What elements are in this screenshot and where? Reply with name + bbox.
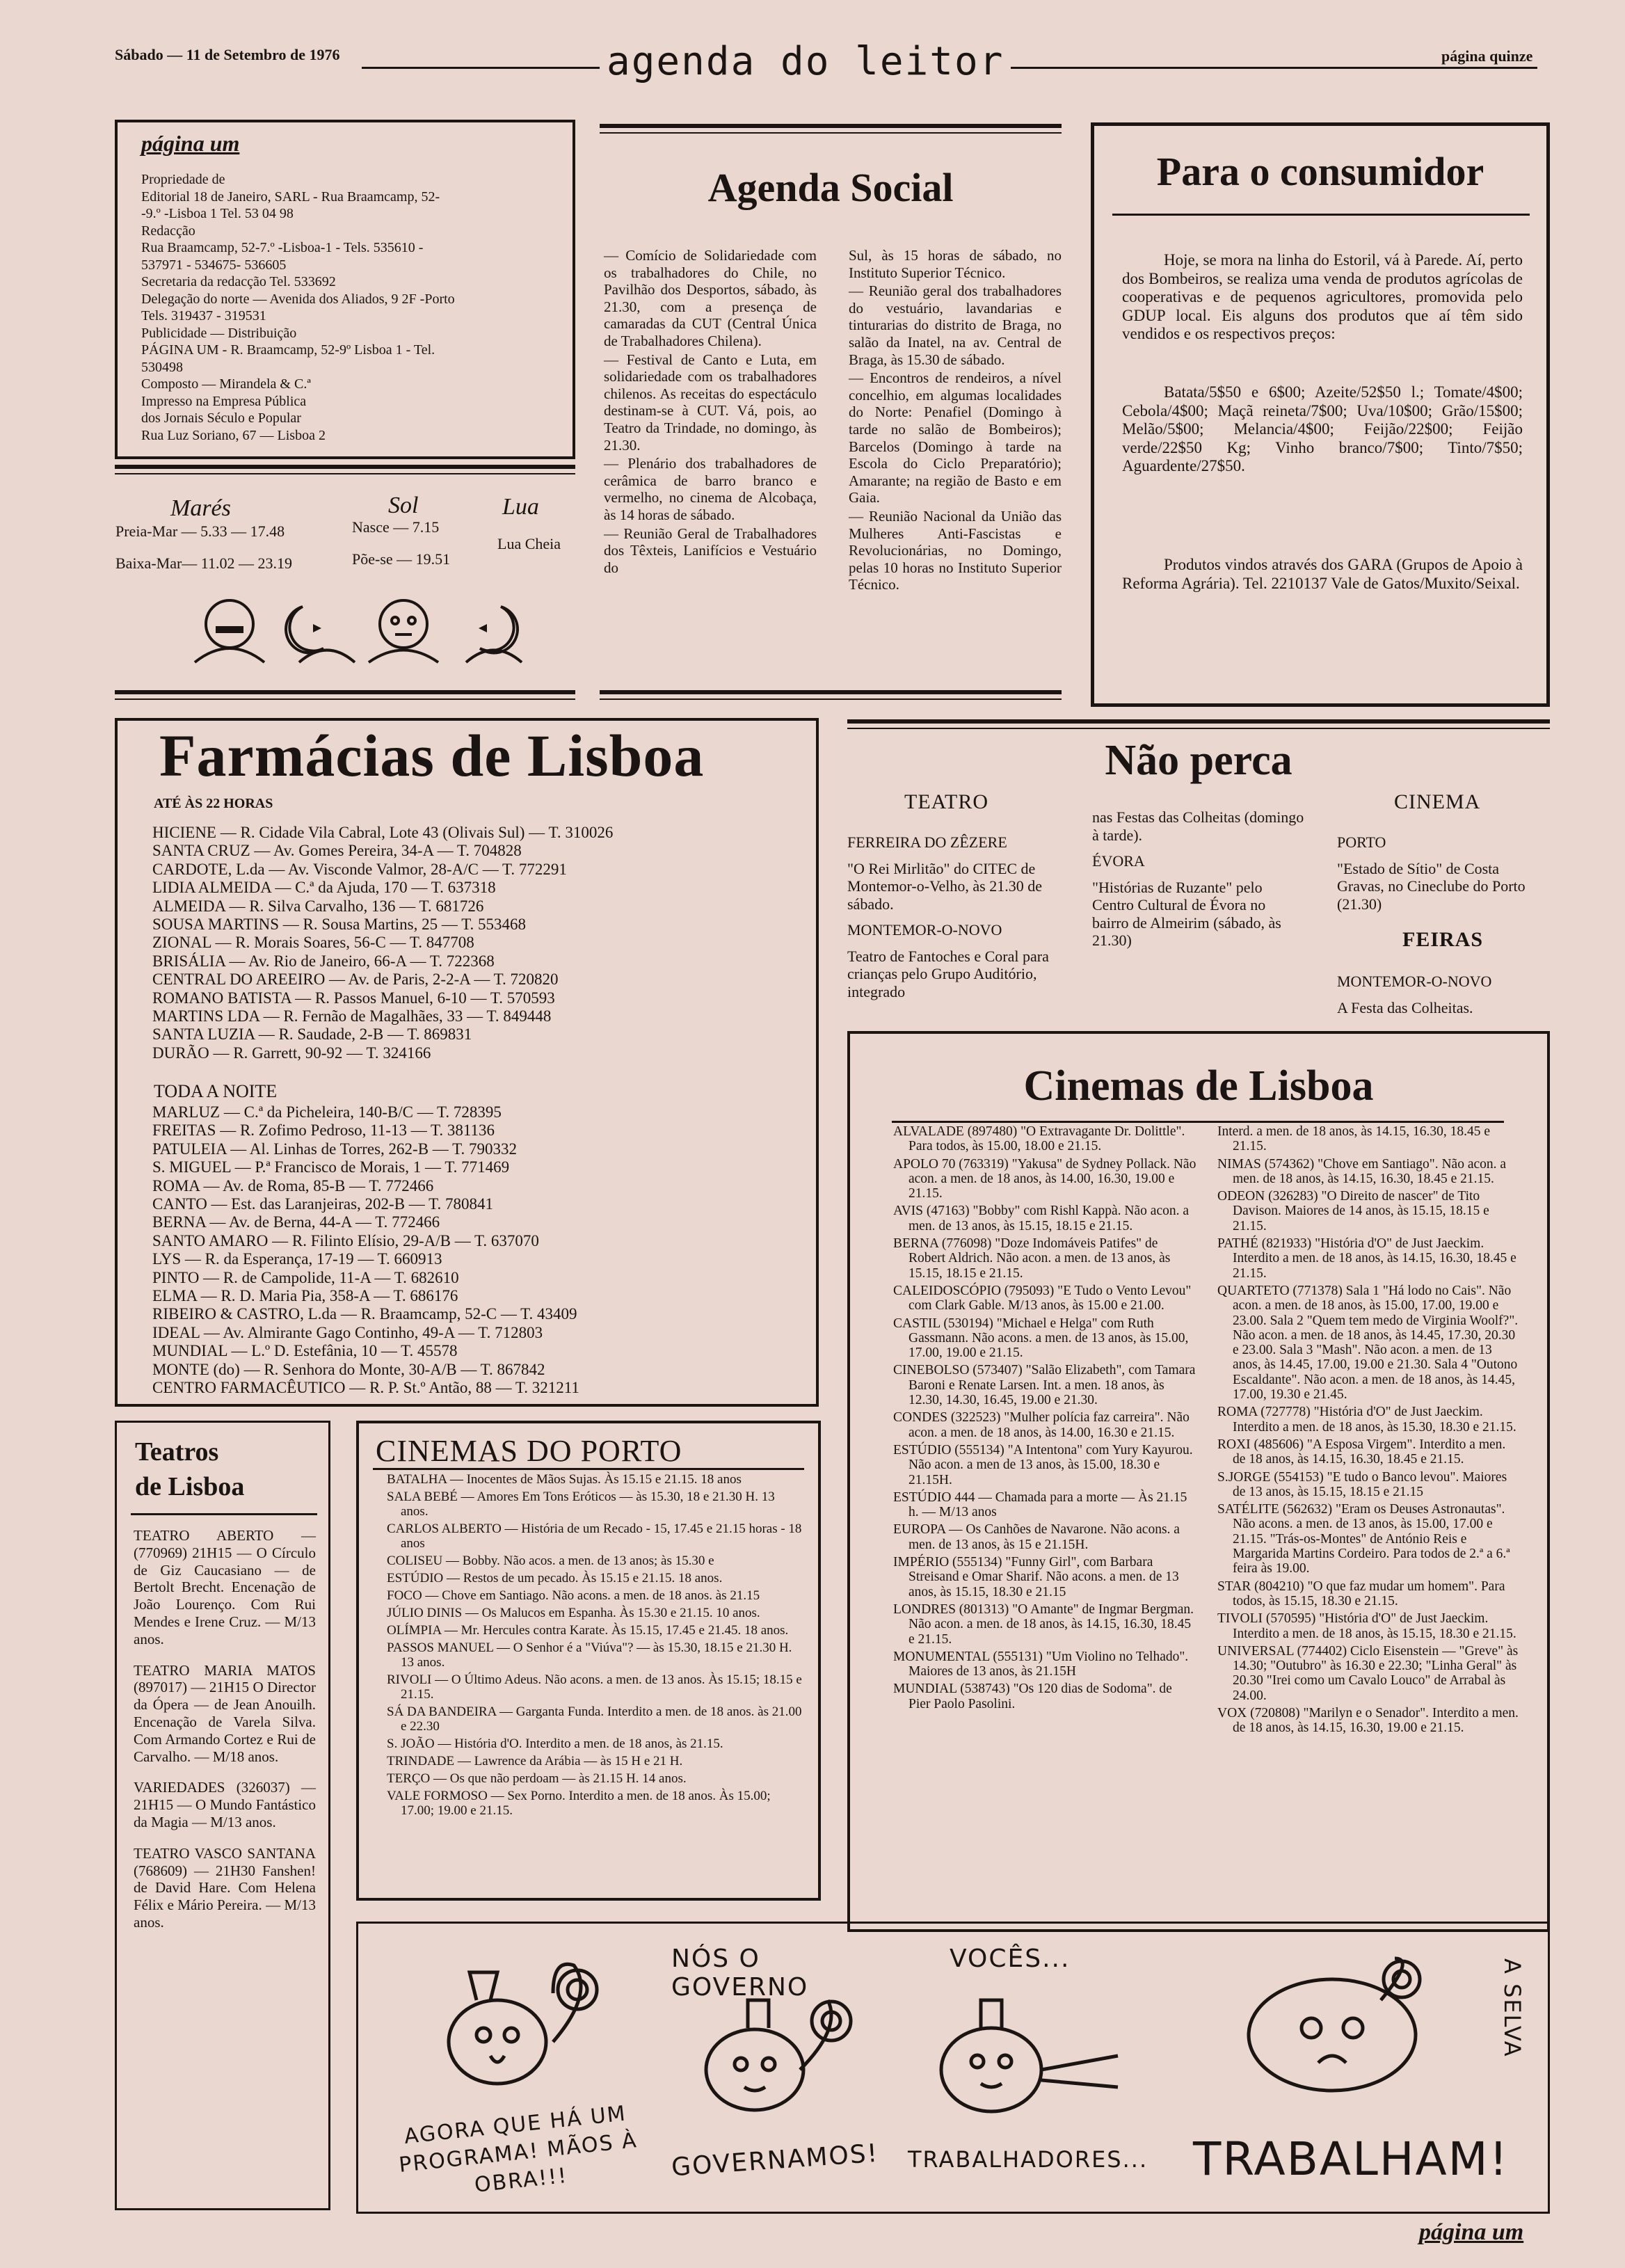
pagina-um-line: Rua Luz Soriano, 67 — Lisboa 2 xyxy=(141,427,326,443)
pagina-um-line: Propriedade de xyxy=(141,172,225,187)
pagina-um-title: página um xyxy=(141,131,240,156)
cinemas-lisboa-col1 xyxy=(893,1124,1196,1714)
nao-perca-col3a xyxy=(1337,833,1550,921)
baixa-mar: Baixa-Mar— 11.02 — 23.19 xyxy=(115,554,292,572)
cinema-listing: NIMAS (574362) "Chove em Santiago". Não acon. a men. de 18 anos, às 14.15, 16.30, 18.45 e 21.15. xyxy=(1217,1156,1507,1186)
consumidor-box xyxy=(1091,122,1550,707)
farmacia-entry: IDEAL — Av. Almirante Gago Continho, 49-A — T. 712803 xyxy=(152,1323,543,1341)
farmacia-entry: LIDIA ALMEIDA — C.ª da Ajuda, 170 — T. 637318 xyxy=(152,879,496,897)
cinema-listing: MONUMENTAL (555131) "Um Violino no Telhado". Maiores de 13 anos, às 21.15H xyxy=(893,1649,1189,1679)
agenda-social-title: Agenda Social xyxy=(707,165,954,210)
nao-perca-col1 xyxy=(847,833,1060,1009)
nao-perca-item: A Festa das Colheitas. xyxy=(1337,998,1473,1016)
farmacia-entry: DURÃO — R. Garrett, 90-92 — T. 324166 xyxy=(152,1044,431,1062)
rule xyxy=(115,465,575,474)
cartoon-text-4-side: A SELVA xyxy=(1499,1958,1526,2058)
cinema-porto-listing: COLISEU — Bobby. Não acos. a men. de 13 anos; às 15.30 e xyxy=(387,1554,714,1568)
cinema-listing: STAR (804210) "O que faz mudar um homem". Para todos, às 15.15, 18.30 e 21.15. xyxy=(1217,1579,1505,1608)
teatro-listing: TEATRO ABERTO — (770969) 21H15 — O Círculo de Giz Caucasiano — de Bertolt Brecht. Encenação de João Lourenço. Com Rui Mendes e Irene Cruz. — M/13 anos. xyxy=(134,1527,316,1647)
agenda-social-item: Sul, às 15 horas de sábado, no Instituto Superior Técnico. xyxy=(849,247,1062,281)
cinemas-porto-title: CINEMAS DO PORTO xyxy=(376,1434,682,1468)
cinema-listing: BERNA (776098) "Doze Indomáveis Patifes" de Robert Aldrich. Não acon. a men. de 13 anos, às 15.15, 18.15 e 21.15. xyxy=(893,1236,1171,1281)
cartoon-panel-2 xyxy=(664,1938,880,2202)
cinema-listing: QUARTETO (771378) Sala 1 "Há lodo no Cais". Não acon. a men. de 18 anos, às 15.00, 17.00, 19.00 e 23.00. Sala 2 "Quem tem medo de Virginia Woolf?". Não acon. a men. de 18 anos, às 14.45, 17.30, 20.30 e 23.00. Sala 3 "Mash". Não acon. a men. de 13 anos, às 14.45, 17.00, 19.00 e 21.30. Sala 4 "Outono Escaldante". Não acon. a men. de 18 anos, às 14.45, 17.00, 19.30 e 21.45. xyxy=(1217,1283,1519,1403)
pagina-um-lines xyxy=(141,171,559,444)
teatro-listing: TEATRO MARIA MATOS (897017) — 21H15 O Director da Ópera — de Jean Anouilh. Encenação de Varela Silva. Com Armando Cortez e Rui de Carvalho. — M/18 anos. xyxy=(134,1661,316,1765)
pagina-um-line: -9.º -Lisboa 1 Tel. 53 04 98 xyxy=(141,206,294,221)
cinemas-lisboa-title: Cinemas de Lisboa xyxy=(1023,1062,1374,1110)
farmacia-entry: MARTINS LDA — R. Fernão de Magalhães, 33 — T. 849448 xyxy=(152,1007,552,1025)
farmacia-entry: CARDOTE, L.da — Av. Visconde Valmor, 28-A/C — T. 772291 xyxy=(152,860,567,878)
pagina-um-line: Secretaria da redacção Tel. 533692 xyxy=(141,274,336,289)
agenda-social-item: — Reunião Geral de Trabalhadores dos Têxteis, Lanifícios e Vestuário do xyxy=(604,525,817,576)
farmacia-entry: PATULEIA — Al. Linhas de Torres, 262-B — T. 790332 xyxy=(152,1140,517,1158)
nao-perca-item: MONTEMOR-O-NOVO xyxy=(847,921,1002,939)
cartoon-text-3-bottom: TRABALHADORES... xyxy=(908,2146,1148,2173)
rule xyxy=(892,1121,1504,1123)
cinema-listing: UNIVERSAL (774402) Ciclo Eisenstein — "Greve" às 14.30; "Outubro" às 16.30 e 22.30; "Linha Geral" às 20.30 "Irei como um Cavalo Louco" de Arrabal às 24.00. xyxy=(1217,1643,1519,1703)
cartoon-figure-3 xyxy=(915,1979,1137,2139)
cinema-listing: CALEIDOSCÓPIO (795093) "E Tudo o Vento Levou" com Clark Gable. M/13 anos, às 15.00 e 21.00. xyxy=(893,1283,1192,1313)
cinema-porto-listing: OLÍMPIA — Mr. Hercules contra Karate. Às 15.15, 17.45 e 21.45. 18 anos. xyxy=(387,1623,789,1638)
farmacia-entry: CANTO — Est. das Laranjeiras, 202-B — T. 780841 xyxy=(152,1195,493,1213)
sol-label: Sol xyxy=(388,493,419,518)
cinema-listing: AVIS (47163) "Bobby" com Rishl Kappà. Não acon. a men. de 13 anos, às 15.15, 18.15 e 21.15. xyxy=(893,1204,1190,1233)
teatros-title2: de Lisboa xyxy=(135,1472,245,1501)
pagina-um-line: Impresso na Empresa Pública xyxy=(141,393,307,409)
farmacia-entry: HICIENE — R. Cidade Vila Cabral, Lote 43 (Olivais Sul) — T. 310026 xyxy=(152,824,614,841)
agenda-social-item: — Comício de Solidariedade com os trabalhadores do Chile, no Pavilhão dos Desportos, sábado, às 21.30, com a presença de camaradas da CUT (Central Única de Trabalhadores Chilena). xyxy=(604,247,817,349)
cinema-porto-listing: S. JOÃO — História d'O. Interdito a men. de 18 anos, às 21.15. xyxy=(387,1736,723,1751)
rule xyxy=(847,719,1550,729)
cinema-porto-listing: PASSOS MANUEL — O Senhor é a "Viúva"? — às 15.30, 18.15 e 21.30 H. 13 anos. xyxy=(387,1640,792,1670)
pagina-um-line: Publicidade — Distribuição xyxy=(141,325,297,341)
cinema-listing: ALVALADE (897480) "O Extravagante Dr. Dolittle". Para todos, às 15.00, 18.00 e 21.15. xyxy=(893,1124,1185,1154)
cinema-porto-listing: SALA BEBÉ — Amores Em Tons Eróticos — às 15.30, 18 e 21.30 H. 13 anos. xyxy=(387,1490,775,1519)
agenda-social-col2 xyxy=(849,247,1062,595)
cartoon-figure-2 xyxy=(678,1986,873,2132)
footer-brand: página um xyxy=(1419,2219,1524,2245)
rule xyxy=(1112,214,1530,216)
lua-phase: Lua Cheia xyxy=(497,535,561,552)
cinema-listing: S.JORGE (554153) "E tudo o Banco levou". Maiores de 13 anos, às 15.15, 18.15 e 21.15 xyxy=(1217,1469,1507,1499)
farmacia-entry: ALMEIDA — R. Silva Carvalho, 136 — T. 681726 xyxy=(152,897,484,915)
mares-label: Marés xyxy=(170,495,231,521)
cinema-porto-listing: JÚLIO DINIS — Os Malucos em Espanha. Às 15.30 e 21.15. 10 anos. xyxy=(387,1606,760,1620)
nao-perca-col3b xyxy=(1337,973,1550,1025)
cinema-listing: PATHÉ (821933) "História d'O" de Just Jaeckim. Interdito a men. de 18 anos, às 14.15, 16.30, 18.45 e 21.15. xyxy=(1217,1236,1516,1281)
farmacia-entry: CENTRAL DO AREEIRO — Av. de Paris, 2-2-A — T. 720820 xyxy=(152,971,559,989)
agenda-social-item: — Plenário dos trabalhadores de cerâmica de barro branco e vermelho, no cinema de Alcobaça, às 14 horas de sábado. xyxy=(604,455,817,523)
cartoon-panel-1 xyxy=(372,1938,650,2202)
lua-label: Lua xyxy=(502,494,539,520)
farmacia-entry: BRISÁLIA — Av. Rio de Janeiro, 66-A — T. 722368 xyxy=(152,952,495,970)
cinema-porto-listing: FOCO — Chove em Santiago. Não acons. a men. de 18 anos. às 21.15 xyxy=(387,1588,760,1603)
farmacias-box xyxy=(115,718,819,1407)
cinema-listing: VOX (720808) "Marilyn e o Senador". Interdito a men. de 18 anos, às 14.15, 16.30, 19.00 e 21.15. xyxy=(1217,1705,1519,1736)
farmacia-entry: S. MIGUEL — P.ª Francisco de Morais, 1 — T. 771469 xyxy=(152,1158,510,1176)
cinemas-porto-list xyxy=(387,1472,804,1821)
cinema-listing: APOLO 70 (763319) "Yakusa" de Sydney Pollack. Não acon. a men. de 18 anos, às 14.00, 16.30, 19.00 e 21.15. xyxy=(893,1156,1196,1201)
farmacia-entry: ROMA — Av. de Roma, 85-B — T. 772466 xyxy=(152,1176,434,1195)
farmacias-sub2: TODA A NOITE xyxy=(154,1081,278,1101)
nao-perca-item: "Histórias de Ruzante" pelo Centro Cultural de Évora no bairro de Almeirim (sábado, às 21.30) xyxy=(1092,878,1281,949)
consumidor-p3: Produtos vindos através dos GARA (Grupos de Apoio à Reforma Agrária). Tel. 2210137 Vale de Gatos/Muxito/Seixal. xyxy=(1122,556,1523,592)
cartoon-figure-4 xyxy=(1214,1951,1464,2125)
cinema-listing: Interd. a men. de 18 anos, às 14.15, 16.30, 18.45 e 21.15. xyxy=(1217,1124,1491,1154)
farmacia-entry: SANTO AMARO — R. Filinto Elísio, 29-A/B — T. 637070 xyxy=(152,1231,539,1249)
teatros-title1: Teatros xyxy=(135,1437,219,1467)
rule xyxy=(131,1513,317,1515)
rule xyxy=(600,690,1062,700)
cinema-porto-listing: BATALHA — Inocentes de Mãos Sujas. Às 15.15 e 21.15. 18 anos xyxy=(387,1472,742,1487)
cinema-listing: ESTÚDIO (555134) "A Intentona" com Yury Kayurou. Não acon. a men de 13 anos, às 15.00, 18.30 e 21.15H. xyxy=(893,1442,1193,1487)
cinema-porto-listing: SÁ DA BANDEIRA — Garganta Funda. Interdito a men. de 18 anos. às 21.00 e 22.30 xyxy=(387,1704,802,1734)
teatro-listing: VARIEDADES (326037) — 21H15 — O Mundo Fantástico da Magia — M/13 anos. xyxy=(134,1779,316,1830)
cinema-listing: ODEON (326283) "O Direito de nascer" de Tito Davison. Maiores de 14 anos, às 15.15, 18.15 e 21.15. xyxy=(1217,1189,1489,1233)
farmacia-entry: MUNDIAL — L.º D. Estefânia, 10 — T. 45578 xyxy=(152,1342,458,1360)
cartoon-text-1: AGORA QUE HÁ UM PROGRAMA! MÃOS À OBRA!!! xyxy=(397,2101,639,2198)
cartoon-text-2-top: NÓS O GOVERNO xyxy=(671,1944,809,2002)
cinema-porto-listing: RIVOLI — O Último Adeus. Não acons. a men. de 13 anos. Às 15.15; 18.15 e 21.15. xyxy=(387,1672,802,1702)
cartoon-panel-4 xyxy=(1172,1938,1541,2202)
cinema-porto-listing: TERÇO — Os que não perdoam — às 21.15 H. 14 anos. xyxy=(387,1771,687,1786)
cinemas-lisboa-box xyxy=(847,1031,1550,1932)
pagina-um-box xyxy=(115,120,575,459)
cinema-listing: IMPÉRIO (555134) "Funny Girl", com Barbara Streisand e Omar Sharif. Não acons. a men. de 13 anos, às 15.15, 18.30 e 21.15 xyxy=(893,1555,1179,1599)
pagina-um-line: 537971 - 534675- 536605 xyxy=(141,257,287,273)
pagina-um-line: 530498 xyxy=(141,359,183,375)
farmacia-entry: BERNA — Av. de Berna, 44-A — T. 772466 xyxy=(152,1213,440,1231)
cinema-listing: CINEBOLSO (573407) "Salão Elizabeth", com Tamara Baroni e Renate Larsen. Int. a men. 18 anos, às 12.30, 14.30, 16.45, 19.00 e 21.30. xyxy=(893,1363,1196,1408)
pagina-um-line: Rua Braamcamp, 52-7.º -Lisboa-1 - Tels. 535610 - xyxy=(141,240,424,255)
farmacia-entry: MONTE (do) — R. Senhora do Monte, 30-A/B — T. 867842 xyxy=(152,1360,545,1378)
cartoon-text-3-top: VOCÊS... xyxy=(950,1944,1071,1973)
nao-perca-col2 xyxy=(1092,808,1305,958)
cinema-porto-listing: TRINDADE — Lawrence da Arábia — às 15 H e 21 H. xyxy=(387,1754,683,1768)
nao-perca-item: MONTEMOR-O-NOVO xyxy=(1337,973,1492,990)
agenda-social-col1 xyxy=(604,247,817,577)
masthead-title: agenda do leitor xyxy=(600,39,1011,84)
rule xyxy=(600,124,1062,134)
farmacia-entry: SANTA CRUZ — Av. Gomes Pereira, 34-A — T. 704828 xyxy=(152,842,522,860)
nao-perca-title: Não perca xyxy=(1105,737,1292,784)
cinema-listing: ESTÚDIO 444 — Chamada para a morte — Às 21.15 h. — M/13 anos xyxy=(893,1490,1187,1520)
nao-perca-item: nas Festas das Colheitas (domingo à tarde). xyxy=(1092,808,1304,844)
nao-perca-cinema-head: CINEMA xyxy=(1394,790,1481,813)
teatros-list xyxy=(134,1527,316,1945)
cinemas-porto-box xyxy=(356,1421,821,1901)
farmacia-entry: RIBEIRO & CASTRO, L.da — R. Braamcamp, 52-C — T. 43409 xyxy=(152,1305,577,1323)
rule xyxy=(373,1468,804,1470)
farmacia-entry: ELMA — R. D. Maria Pia, 358-A — T. 686176 xyxy=(152,1287,458,1305)
cartoon-panel-3 xyxy=(894,1938,1158,2202)
nao-perca-teatro-head: TEATRO xyxy=(904,790,988,813)
pagina-um-line: Delegação do norte — Avenida dos Aliados, 9 2F -Porto xyxy=(141,291,455,307)
header-page: página quinze xyxy=(1441,47,1533,65)
cartoon-figure-1 xyxy=(407,1951,616,2118)
nao-perca-item: FERREIRA DO ZÊZERE xyxy=(847,833,1007,851)
agenda-social-item: — Reunião Nacional da União das Mulheres Anti-Fascistas e Revolucionárias, no Domingo, pelas 10 horas no Instituto Superior Técnico. xyxy=(849,507,1062,593)
cinema-listing: TIVOLI (570595) "História d'O" de Just Jaeckim. Interdito a men. de 18 anos, às 15.15, 18.30 e 21.15. xyxy=(1217,1611,1516,1641)
pagina-um-line: PÁGINA UM - R. Braamcamp, 52-9º Lisboa 1 - Tel. xyxy=(141,342,435,358)
farmacia-entry: PINTO — R. de Campolide, 11-A — T. 682610 xyxy=(152,1268,459,1286)
agenda-social-item: — Festival de Canto e Luta, em solidariedade com os trabalhadores chilenos. As receitas do espectáculo destinam-se à CUT. Vá, pois, ao Teatro da Trindade, no domingo, às 21.30. xyxy=(604,351,817,454)
cinema-listing: EUROPA — Os Canhões de Navarone. Não acons. a men. de 13 anos, às 15 e 21.15H. xyxy=(893,1522,1180,1552)
farmacias-sub1: ATÉ ÀS 22 HORAS xyxy=(154,796,273,811)
cinema-listing: MUNDIAL (538743) "Os 120 dias de Sodoma". de Pier Paolo Pasolini. xyxy=(893,1682,1172,1711)
nao-perca-item: Teatro de Fantoches e Coral para crianças pelo Grupo Auditório, integrado xyxy=(847,947,1049,1000)
farmacias-list2 xyxy=(152,1103,799,1398)
consumidor-title: Para o consumidor xyxy=(1156,149,1484,194)
cartoon-text-2-bottom: GOVERNAMOS! xyxy=(670,2139,880,2182)
sol-poe: Põe-se — 19.51 xyxy=(352,550,451,568)
cinema-listing: CONDES (322523) "Mulher polícia faz carreira". Não acon. a men. de 18 anos, às 14.00, 16.30 e 21.15. xyxy=(893,1410,1190,1440)
farmacia-entry: SOUSA MARTINS — R. Sousa Martins, 25 — T. 553468 xyxy=(152,916,527,934)
preia-mar: Preia-Mar — 5.33 — 17.48 xyxy=(115,522,285,540)
rule xyxy=(115,690,575,700)
moon-phase-icon xyxy=(181,593,543,685)
farmacia-entry: FREITAS — R. Zofimo Pedroso, 11-13 — T. 381136 xyxy=(152,1121,495,1140)
farmacia-entry: LYS — R. da Esperança, 17-19 — T. 660913 xyxy=(152,1250,442,1268)
pagina-um-line: dos Jornais Século e Popular xyxy=(141,410,301,426)
cinema-listing: ROXI (485606) "A Esposa Virgem". Interdito a men. de 18 anos, às 14.15, 16.30, 18.45 e 21.15. xyxy=(1217,1437,1506,1467)
header-date: Sábado — 11 de Setembro de 1976 xyxy=(115,46,340,63)
nao-perca-item: PORTO xyxy=(1337,833,1386,851)
farmacia-entry: SANTA LUZIA — R. Saudade, 2-B — T. 869831 xyxy=(152,1025,472,1044)
cartoon-strip xyxy=(356,1922,1550,2214)
farmacia-entry: MARLUZ — C.ª da Picheleira, 140-B/C — T. 728395 xyxy=(152,1103,502,1121)
cinema-porto-listing: CARLOS ALBERTO — História de um Recado - 15, 17.45 e 21.15 horas - 18 anos xyxy=(387,1522,802,1551)
pagina-um-line: Composto — Mirandela & C.ª xyxy=(141,376,311,392)
teatros-box xyxy=(115,1421,330,2210)
agenda-social-item: — Encontros de rendeiros, a nível concelhio, em algumas localidades do Norte: Penafiel (Domingo à tarde no salão de Bombeiros); Barcelos (Domingo à tarde na Escola do Ciclo Preparatório); Amarante; na região de Basto e em Gaia. xyxy=(849,369,1062,506)
farmacia-entry: ROMANO BATISTA — R. Passos Manuel, 6-10 — T. 570593 xyxy=(152,989,555,1007)
nao-perca-item: ÉVORA xyxy=(1092,852,1145,870)
pagina-um-line: Redacção xyxy=(141,223,195,239)
nao-perca-item: "Estado de Sítio" de Costa Gravas, no Cineclube do Porto (21.30) xyxy=(1337,859,1526,913)
cinema-listing: CASTIL (530194) "Michael e Helga" com Ruth Gassmann. Não acons. a men. de 13 anos, às 15.00, 17.00, 19.00 e 21.15. xyxy=(893,1316,1189,1361)
farmacia-entry: ZIONAL — R. Morais Soares, 56-C — T. 847708 xyxy=(152,934,474,952)
farmacia-entry: CENTRO FARMACÊUTICO — R. P. St.º Antão, 88 — T. 321211 xyxy=(152,1379,579,1397)
cinema-listing: SATÉLITE (562632) "Eram os Deuses Astronautas". Não acons. a men. de 13 anos, às 15.00, 17.00 e 21.15. "Trás-os-Montes" de António Reis e Margarida Martins Cordeiro. Para todos de 2.ª a 6.ª feira às 19.00. xyxy=(1217,1502,1510,1576)
agenda-social-item: — Reunião geral dos trabalhadores do vestuário, lavandarias e tinturarias do distrito de Braga, no salão da Inatel, na av. Central de Braga, às 15.30 de sábado. xyxy=(849,282,1062,368)
cinema-porto-listing: VALE FORMOSO — Sex Porno. Interdito a men. de 18 anos. Às 15.00; 17.00; 19.00 e 21.15. xyxy=(387,1789,771,1818)
cartoon-text-4-bottom: TRABALHAM! xyxy=(1193,2132,1510,2186)
cinema-listing: LONDRES (801313) "O Amante" de Ingmar Bergman. Não acon. a men. de 18 anos, às 14.15, 16.30, 18.45 e 21.15. xyxy=(893,1602,1194,1647)
consumidor-p2: Batata/5$50 e 6$00; Azeite/52$50 l.; Tomate/4$00; Cebola/4$00; Maçã reineta/7$00; Uva/10$00; Grão/15$00; Melão/5$00; Melancia/4$00; Feijão/22$00; Feijão verde/22$50 Kg; Vinho branco/7$00; Tinto/7$50; Aguardente/27$50. xyxy=(1122,383,1523,474)
nao-perca-feiras-head: FEIRAS xyxy=(1402,928,1484,951)
consumidor-p1: Hoje, se mora na linha do Estoril, vá à Parede. Aí, perto dos Bombeiros, se realiza uma venda de produtos agrícolas de cooperativas e de pequenos agricultores, promovida pelo GDUP local. Eis alguns dos produtos que aí têm sido vendidos e os respectivos preços: xyxy=(1122,251,1523,342)
nao-perca-item: "O Rei Mirlitão" do CITEC de Montemor-o-Velho, às 21.30 de sábado. xyxy=(847,859,1043,913)
pagina-um-line: Editorial 18 de Janeiro, SARL - Rua Braamcamp, 52- xyxy=(141,189,440,205)
sol-nasce: Nasce — 7.15 xyxy=(352,518,440,536)
farmacias-list1 xyxy=(152,824,799,1062)
farmacias-title: Farmácias de Lisboa xyxy=(159,722,705,789)
pagina-um-line: Tels. 319437 - 319531 xyxy=(141,308,266,324)
cinemas-lisboa-col2 xyxy=(1217,1124,1521,1739)
cinema-porto-listing: ESTÚDIO — Restos de um pecado. Às 15.15 e 21.15. 18 anos. xyxy=(387,1571,723,1586)
teatro-listing: TEATRO VASCO SANTANA (768609) — 21H30 Fanshen! de David Hare. Com Helena Félix e Mário Pereira. — M/13 anos. xyxy=(134,1844,316,1931)
cinema-listing: ROMA (727778) "História d'O" de Just Jaeckim. Interdito a men. de 18 anos, às 15.30, 18.30 e 21.15. xyxy=(1217,1405,1516,1435)
